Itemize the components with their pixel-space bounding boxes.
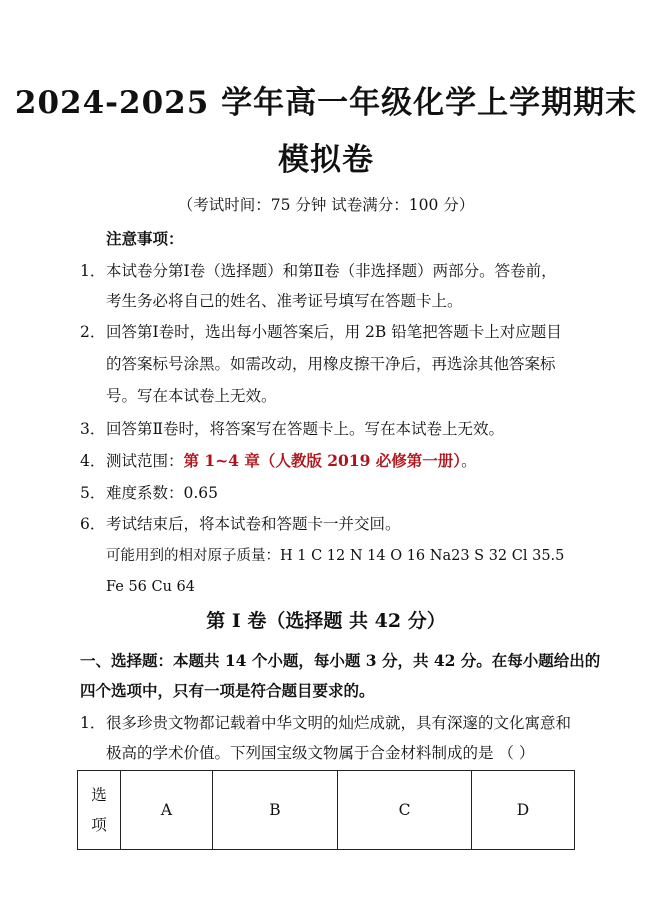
notice-2-number: 2． [80,323,106,341]
notice-3-line1: 回答第Ⅱ卷时，将答案写在答题卡上。写在本试卷上无效。 [106,420,505,438]
question-1-line2: 极高的学术价值。下列国宝级文物属于合金材料制成的是 （ ） [106,744,535,762]
atomic-mass-line2: Fe 56 Cu 64 [106,579,196,595]
notice-4-suffix: 。 [461,452,477,470]
notice-1-line1: 本试卷分第Ⅰ卷（选择题）和第Ⅱ卷（非选择题）两部分。答卷前， [106,262,557,280]
notice-3-number: 3． [80,420,106,438]
notice-5-line1: 难度系数：0.65 [106,484,219,502]
option-header-cell [78,771,121,850]
notice-heading: 注意事项： [106,229,184,248]
notice-1-number: 1． [80,262,106,280]
question-1-options-table [77,770,575,850]
option-header-bottom: 项 [91,816,107,834]
question-1-number: 1． [80,714,106,732]
section-desc-line1: 一、选择题：本题共 14 个小题，每小题 3 分，共 42 分。在每小题给出的 [80,651,601,670]
exam-title-line2: 模拟卷 [278,142,374,178]
section-desc-line2: 四个选项中，只有一项是符合题目要求的。 [80,681,375,700]
notice-2-line3: 号。写在本试卷上无效。 [106,387,277,405]
exam-title-line1: 2024-2025 学年高一年级化学上学期期末 [14,85,638,121]
option-c-cell: C [338,771,472,850]
notice-4-line [106,451,477,471]
option-d-cell: D [472,771,575,850]
notice-4-prefix: 测试范围： [106,452,184,470]
notice-2-line1: 回答第Ⅰ卷时，选出每小题答案后，用 2B 铅笔把答题卡上对应题目 [106,323,562,341]
atomic-mass-line1: 可能用到的相对原子质量：H 1 C 12 N 14 O 16 Na23 S 32 Cl 35.5 [106,548,565,564]
option-b-cell: B [213,771,338,850]
notice-6-number: 6． [80,515,106,533]
notice-5-number: 5． [80,484,106,502]
table-row [78,771,575,850]
option-header-top: 选 [91,786,107,804]
notice-6-line1: 考试结束后，将本试卷和答题卡一并交回。 [106,515,401,533]
question-1-line1: 很多珍贵文物都记载着中华文明的灿烂成就，具有深邃的文化寓意和 [106,714,572,732]
notice-2-line2: 的答案标号涂黑。如需改动，用橡皮擦干净后，再选涂其他答案标 [106,355,556,373]
test-scope-highlight: 第 1~4 章（人教版 2019 必修第一册） [183,451,462,470]
option-a-cell: A [121,771,213,850]
exam-info: （考试时间：75 分钟 试卷满分：100 分） [177,196,475,214]
notice-1-line2: 考生务必将自己的姓名、准考证号填写在答题卡上。 [106,292,463,310]
section-title: 第 I 卷（选择题 共 42 分） [206,610,446,632]
notice-4-number: 4． [80,452,106,470]
